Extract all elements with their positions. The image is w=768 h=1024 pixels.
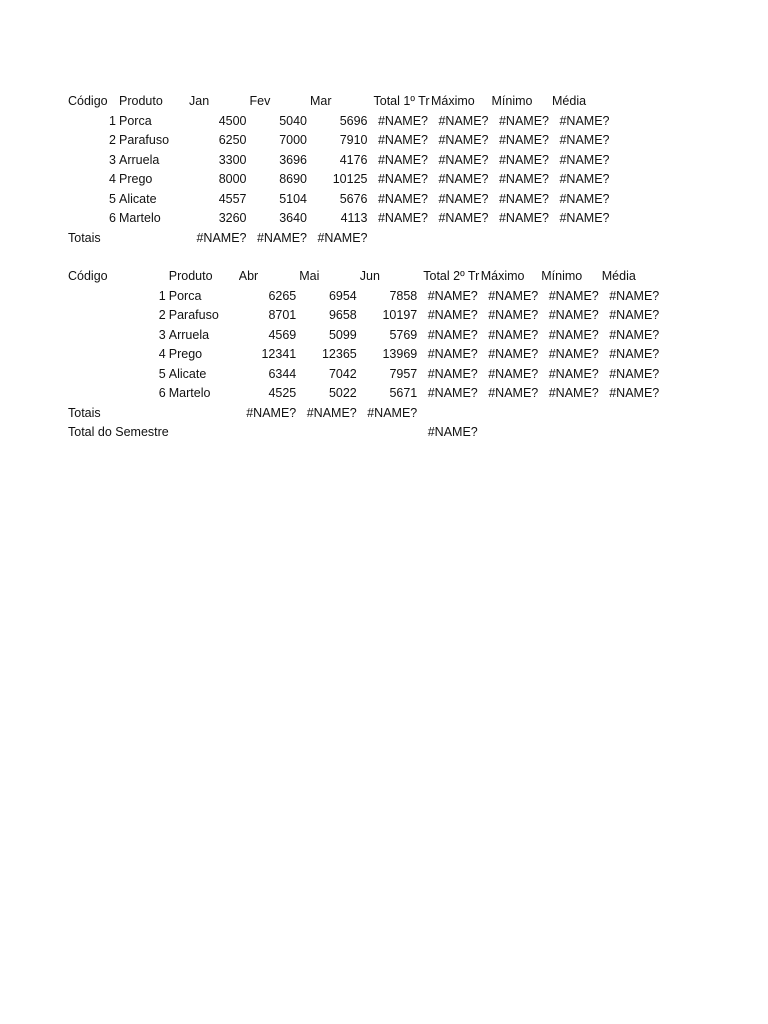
totals-row: [68, 229, 613, 249]
cell-month-3[interactable]: 7858: [389, 288, 418, 303]
empty-cell[interactable]: [552, 229, 613, 249]
empty-cell[interactable]: [431, 229, 492, 249]
cell-total[interactable]: #NAME?: [377, 191, 428, 206]
cell-month-3[interactable]: 4176: [339, 152, 368, 167]
cell-month-3[interactable]: 5676: [339, 191, 368, 206]
cell-product[interactable]: Porca: [168, 288, 202, 303]
empty-cell[interactable]: [169, 404, 239, 424]
cell-month-3[interactable]: 7910: [339, 133, 368, 147]
cell-month-3[interactable]: 10197: [382, 308, 418, 322]
table-row: [68, 151, 613, 171]
total-month-2[interactable]: #NAME?: [256, 230, 307, 245]
total-month-1[interactable]: #NAME?: [246, 405, 297, 420]
cell-avg[interactable]: #NAME?: [609, 347, 660, 361]
cell-product[interactable]: Alicate: [168, 366, 207, 381]
cell-month-1[interactable]: 4500: [218, 113, 247, 128]
cell-total[interactable]: #NAME?: [377, 172, 428, 186]
header-month-1[interactable]: Jan: [189, 94, 210, 108]
header-month-2[interactable]: Fev: [249, 94, 271, 108]
empty-cell[interactable]: [371, 229, 432, 249]
cell-max[interactable]: #NAME?: [488, 327, 539, 342]
cell-code[interactable]: 5: [109, 191, 116, 206]
cell-month-1[interactable]: 4569: [268, 327, 297, 342]
cell-code[interactable]: 2: [109, 133, 116, 147]
empty-cell[interactable]: [360, 423, 421, 443]
cell-month-2[interactable]: 7000: [279, 133, 307, 147]
cell-max[interactable]: #NAME?: [438, 211, 489, 225]
empty-cell[interactable]: [481, 423, 542, 443]
empty-cell[interactable]: [602, 404, 663, 424]
total-month-3[interactable]: #NAME?: [367, 405, 418, 420]
header-month-2[interactable]: Mai: [299, 269, 320, 283]
cell-avg[interactable]: #NAME?: [609, 386, 660, 400]
cell-total[interactable]: #NAME?: [377, 211, 428, 225]
cell-month-1[interactable]: 4525: [268, 386, 297, 400]
table-row: [68, 365, 662, 385]
header-min[interactable]: Mínimo: [491, 94, 533, 108]
cell-month-1[interactable]: 3260: [218, 211, 247, 225]
cell-min[interactable]: #NAME?: [498, 133, 549, 147]
cell-avg[interactable]: #NAME?: [559, 191, 610, 206]
cell-avg[interactable]: #NAME?: [559, 172, 610, 186]
total-month-2[interactable]: #NAME?: [306, 405, 357, 420]
cell-total[interactable]: #NAME?: [427, 327, 478, 342]
cell-month-2[interactable]: 8690: [279, 172, 307, 186]
cell-month-3[interactable]: 10125: [332, 172, 368, 186]
cell-month-2[interactable]: 5040: [279, 113, 307, 128]
table-row: [68, 384, 662, 404]
table-row: [68, 345, 662, 365]
cell-total[interactable]: #NAME?: [377, 133, 428, 147]
cell-total[interactable]: #NAME?: [427, 366, 478, 381]
cell-avg[interactable]: #NAME?: [559, 133, 610, 147]
cell-month-3[interactable]: 5671: [389, 386, 418, 400]
cell-max[interactable]: #NAME?: [488, 308, 539, 322]
cell-min[interactable]: #NAME?: [498, 172, 549, 186]
cell-code[interactable]: 6: [109, 211, 116, 225]
header-month-1[interactable]: Abr: [238, 269, 259, 283]
cell-month-2[interactable]: 7042: [328, 366, 357, 381]
header-avg[interactable]: Média: [601, 269, 636, 283]
cell-product[interactable]: Martelo: [119, 211, 161, 225]
totals-label[interactable]: Totais: [68, 230, 101, 245]
cell-month-1[interactable]: 12341: [261, 347, 297, 361]
cell-min[interactable]: #NAME?: [548, 288, 599, 303]
empty-cell[interactable]: [169, 423, 239, 443]
cell-code[interactable]: 3: [158, 327, 166, 342]
cell-code[interactable]: 4: [158, 347, 166, 361]
header-code[interactable]: Código: [68, 269, 108, 283]
header-avg[interactable]: Média: [552, 94, 587, 108]
cell-product[interactable]: Porca: [119, 113, 152, 128]
header-min[interactable]: Mínimo: [541, 269, 583, 283]
table-row: [68, 306, 662, 326]
cell-product[interactable]: Prego: [168, 347, 203, 361]
cell-total[interactable]: #NAME?: [427, 347, 478, 361]
cell-avg[interactable]: #NAME?: [559, 152, 610, 167]
cell-month-3[interactable]: 5769: [389, 327, 418, 342]
empty-cell[interactable]: [119, 229, 189, 249]
cell-total[interactable]: #NAME?: [427, 288, 478, 303]
table-row: [68, 131, 613, 151]
header-product[interactable]: Produto: [119, 94, 163, 108]
header-product[interactable]: Produto: [168, 269, 213, 283]
cell-product[interactable]: Alicate: [119, 191, 157, 206]
semester-total-value[interactable]: #NAME?: [427, 425, 478, 439]
cell-product[interactable]: Arruela: [119, 152, 160, 167]
cell-month-1[interactable]: 6344: [268, 366, 297, 381]
cell-max[interactable]: #NAME?: [488, 288, 539, 303]
empty-cell[interactable]: [420, 404, 481, 424]
cell-avg[interactable]: #NAME?: [559, 113, 610, 128]
header-row: [68, 267, 662, 287]
header-month-3[interactable]: Mar: [310, 94, 332, 108]
cell-avg[interactable]: #NAME?: [609, 327, 660, 342]
table-row: [68, 112, 613, 132]
cell-month-2[interactable]: 5104: [279, 191, 307, 206]
header-max[interactable]: Máximo: [480, 269, 525, 283]
totals-label[interactable]: Totais: [68, 405, 101, 420]
table-row: [68, 326, 662, 346]
cell-month-1[interactable]: 8701: [268, 308, 297, 322]
cell-total[interactable]: #NAME?: [427, 386, 478, 400]
empty-cell[interactable]: [299, 423, 360, 443]
totals-row: [68, 404, 662, 424]
total-month-1[interactable]: #NAME?: [196, 230, 247, 245]
table-row: [68, 209, 613, 229]
cell-code[interactable]: 2: [158, 308, 166, 322]
cell-month-1[interactable]: 6250: [218, 133, 247, 147]
cell-month-3[interactable]: 5696: [339, 113, 368, 128]
cell-avg[interactable]: #NAME?: [609, 366, 660, 381]
cell-product[interactable]: Parafuso: [168, 308, 219, 322]
cell-min[interactable]: #NAME?: [548, 347, 599, 361]
cell-avg[interactable]: #NAME?: [609, 308, 660, 322]
cell-code[interactable]: 3: [109, 152, 116, 167]
empty-cell[interactable]: [492, 229, 553, 249]
cell-month-3[interactable]: 13969: [382, 347, 418, 361]
cell-month-2[interactable]: 5099: [328, 327, 357, 342]
cell-min[interactable]: #NAME?: [548, 308, 599, 322]
cell-month-3[interactable]: 7957: [389, 366, 418, 381]
cell-code[interactable]: 1: [109, 113, 116, 128]
cell-month-2[interactable]: 5022: [328, 386, 357, 400]
header-max[interactable]: Máximo: [431, 94, 475, 108]
empty-cell[interactable]: [602, 423, 663, 443]
cell-code[interactable]: 4: [109, 172, 116, 186]
cell-min[interactable]: #NAME?: [548, 327, 599, 342]
semester-total-row: [68, 423, 662, 443]
cell-max[interactable]: #NAME?: [488, 386, 539, 400]
cell-max[interactable]: #NAME?: [438, 172, 489, 186]
header-row: [68, 92, 613, 112]
cell-code[interactable]: 6: [158, 386, 166, 400]
cell-min[interactable]: #NAME?: [548, 366, 599, 381]
cell-total[interactable]: #NAME?: [377, 152, 428, 167]
header-code[interactable]: Código: [68, 94, 108, 108]
table-row: [68, 190, 613, 210]
cell-min[interactable]: #NAME?: [498, 113, 549, 128]
cell-month-1[interactable]: 4557: [218, 191, 247, 206]
cell-month-2[interactable]: 3640: [279, 211, 307, 225]
empty-cell[interactable]: [541, 404, 602, 424]
cell-month-3[interactable]: 4113: [340, 211, 368, 225]
semester-total-label[interactable]: Total do Semestre: [68, 425, 169, 439]
cell-month-2[interactable]: 9658: [328, 308, 357, 322]
cell-product[interactable]: Prego: [119, 172, 153, 186]
empty-cell[interactable]: [541, 423, 602, 443]
cell-max[interactable]: #NAME?: [438, 191, 489, 206]
cell-max[interactable]: #NAME?: [438, 152, 489, 167]
cell-total[interactable]: #NAME?: [377, 113, 428, 128]
cell-min[interactable]: #NAME?: [498, 152, 549, 167]
table-row: [68, 287, 662, 307]
cell-month-1[interactable]: 3300: [218, 152, 247, 167]
cell-min[interactable]: #NAME?: [498, 191, 549, 206]
cell-avg[interactable]: #NAME?: [609, 288, 660, 303]
cell-month-1[interactable]: 8000: [218, 172, 247, 186]
total-month-3[interactable]: #NAME?: [317, 230, 368, 245]
cell-max[interactable]: #NAME?: [488, 347, 539, 361]
cell-max[interactable]: #NAME?: [488, 366, 539, 381]
cell-min[interactable]: #NAME?: [498, 211, 549, 225]
cell-avg[interactable]: #NAME?: [559, 211, 610, 225]
cell-min[interactable]: #NAME?: [548, 386, 599, 400]
cell-max[interactable]: #NAME?: [438, 133, 489, 147]
header-total[interactable]: Total 1º Tr: [373, 94, 430, 108]
quarter-2-table: [68, 267, 662, 443]
cell-product[interactable]: Parafuso: [119, 133, 170, 147]
header-month-3[interactable]: Jun: [359, 269, 380, 283]
empty-cell[interactable]: [239, 423, 300, 443]
table-row: [68, 170, 613, 190]
cell-product[interactable]: Martelo: [168, 386, 211, 400]
header-total[interactable]: Total 2º Tr: [423, 269, 480, 283]
cell-max[interactable]: #NAME?: [438, 113, 489, 128]
quarter-1-table: [68, 92, 613, 248]
cell-month-2[interactable]: 6954: [328, 288, 357, 303]
cell-month-1[interactable]: 6265: [268, 288, 297, 303]
empty-cell[interactable]: [481, 404, 542, 424]
cell-code[interactable]: 1: [158, 288, 166, 303]
cell-total[interactable]: #NAME?: [427, 308, 478, 322]
cell-code[interactable]: 5: [158, 366, 166, 381]
cell-product[interactable]: Arruela: [168, 327, 210, 342]
cell-month-2[interactable]: 3696: [279, 152, 307, 167]
cell-month-2[interactable]: 12365: [321, 347, 357, 361]
